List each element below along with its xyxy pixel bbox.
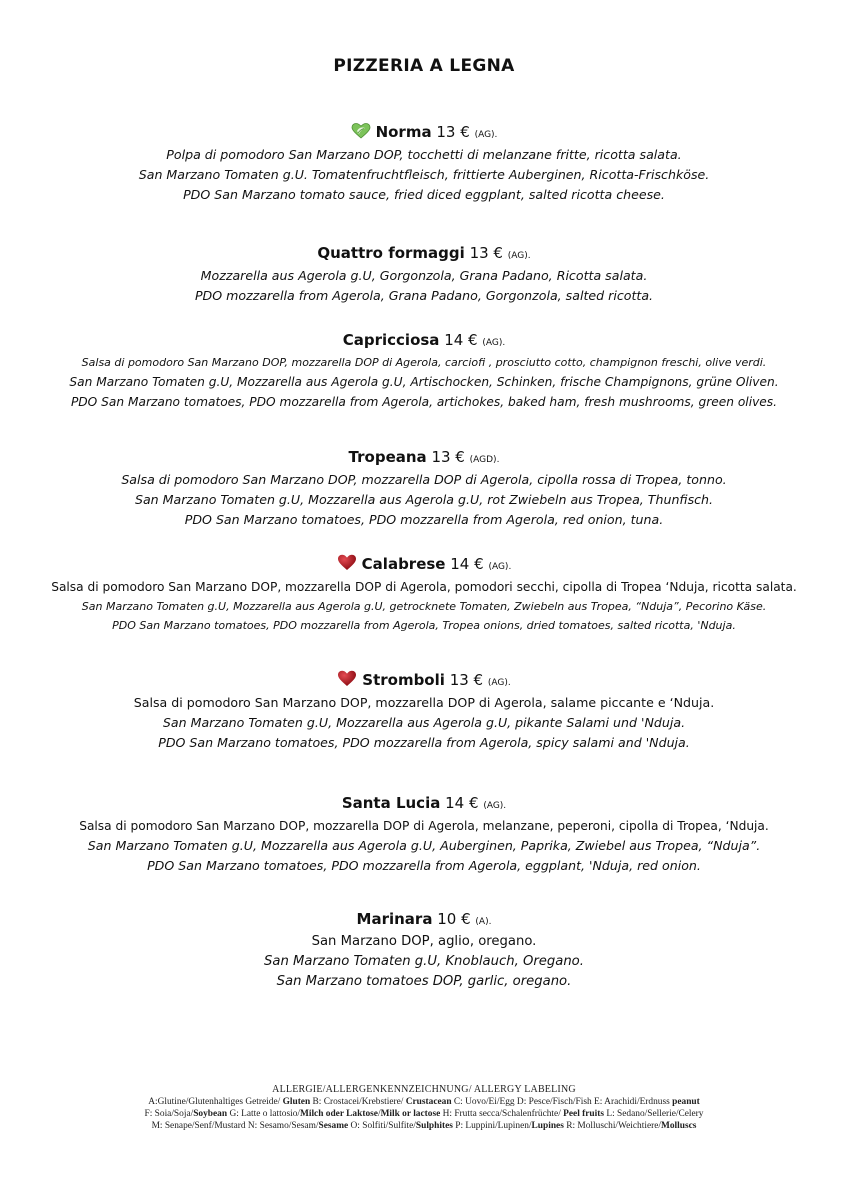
red-heart-icon bbox=[337, 554, 357, 576]
description-en: PDO San Marzano tomatoes, PDO mozzarella from Agerola, artichokes, baked ham, fresh mushrooms, green olives. bbox=[70, 395, 778, 409]
menu-item-tropeana bbox=[0, 447, 848, 530]
menu-item-calabrese bbox=[0, 554, 848, 635]
description-it: San Marzano DOP, aglio, oregano. bbox=[311, 934, 537, 949]
item-heading: Stromboli 13 € (AG). bbox=[0, 670, 848, 693]
green-leaf-heart-icon bbox=[351, 123, 371, 144]
description-en: PDO mozzarella from Agerola, Grana Padano, Gorgonzola, salted ricotta. bbox=[194, 288, 654, 303]
allergy-title: ALLERGIE/ALLERGENKENNZEICHNUNG/ ALLERGY LABELING bbox=[272, 1084, 576, 1095]
item-heading: Capricciosa 14 € (AG). bbox=[342, 331, 506, 349]
menu-item-marinara bbox=[0, 909, 848, 992]
allergy-line-1: A:Glutine/Glutenhaltiges Getreide/ Gluten B: Crostacei/Krebstiere/ Crustacean C: Uovo/Ei/Egg D: Pesce/Fisch/Fish E: Arachidi/Erdnuss peanut bbox=[148, 1097, 700, 1107]
menu-item-stromboli bbox=[0, 670, 848, 753]
item-heading: Calabrese 14 € (AG). bbox=[0, 554, 848, 577]
item-heading: Marinara 10 € (A). bbox=[356, 910, 492, 928]
description-it: Salsa di pomodoro San Marzano DOP, mozzarella DOP di Agerola, pomodori secchi, cipolla di Tropea ‘Nduja, ricotta salata. bbox=[51, 580, 797, 594]
description-de: San Marzano Tomaten g.U, Mozzarella aus Agerola g.U, Auberginen, Paprika, Zwiebel aus Tropea, “Nduja”. bbox=[87, 838, 761, 853]
allergy-legend bbox=[0, 1084, 848, 1132]
menu-item-santa-lucia bbox=[0, 793, 848, 876]
allergy-line-3: M: Senape/Senf/Mustard N: Sesamo/Sesam/Sesame O: Solfiti/Sulfite/Sulphites P: Luppini/Lupinen/Lupines R: Molluschi/Weichtiere/Molluscs bbox=[151, 1121, 697, 1131]
allergy-line-2: F: Soia/Soja/Soybean G: Latte o lattosio/Milch oder Laktose/Milk or lactose H: Frutta secca/Schalenfrüchte/ Peel fruits L: Sedano/Sellerie/Celery bbox=[144, 1109, 704, 1119]
item-heading: Quattro formaggi 13 € (AG). bbox=[317, 244, 531, 262]
menu-item-norma bbox=[0, 122, 848, 205]
description-de: San Marzano Tomaten g.U, Mozzarella aus Agerola g.U, rot Zwiebeln aus Tropea, Thunfisch. bbox=[134, 492, 714, 507]
description-en: PDO San Marzano tomatoes, PDO mozzarella from Agerola, red onion, tuna. bbox=[184, 512, 664, 527]
description-de: San Marzano Tomaten g.U. Tomatenfruchtfleisch, frittierte Auberginen, Ricotta-Frischköse. bbox=[138, 167, 710, 182]
description-de: San Marzano Tomaten g.U, Knoblauch, Oregano. bbox=[264, 954, 584, 969]
description-de: San Marzano Tomaten g.U, Mozzarella aus Agerola g.U, getrocknete Tomaten, Zwiebeln aus Tropea, “Nduja”, Pecorino Käse. bbox=[81, 600, 767, 613]
description-it: Salsa di pomodoro San Marzano DOP, mozzarella DOP di Agerola, cipolla rossa di Tropea, tonno. bbox=[121, 472, 727, 487]
item-heading: Tropeana 13 € (AGD). bbox=[348, 448, 500, 466]
description-en: PDO San Marzano tomatoes, PDO mozzarella from Agerola, eggplant, 'Nduja, red onion. bbox=[147, 858, 701, 873]
description-it: Salsa di pomodoro San Marzano DOP, mozzarella DOP di Agerola, carciofi , prosciutto cotto, champignon freschi, olive verdi. bbox=[81, 356, 767, 369]
menu-item-capricciosa bbox=[0, 330, 848, 412]
description-it: Polpa di pomodoro San Marzano DOP, tocchetti di melanzane fritte, ricotta salata. bbox=[166, 147, 682, 162]
description-en: San Marzano tomatoes DOP, garlic, oregano. bbox=[276, 974, 572, 989]
item-heading: Santa Lucia 14 € (AG). bbox=[341, 794, 507, 812]
description-it: Salsa di pomodoro San Marzano DOP, mozzarella DOP di Agerola, melanzane, peperoni, cipolla di Tropea, ‘Nduja. bbox=[79, 819, 769, 833]
item-heading: Norma 13 € (AG). bbox=[0, 122, 848, 145]
description-de: Mozzarella aus Agerola g.U, Gorgonzola, Grana Padano, Ricotta salata. bbox=[200, 268, 648, 283]
description-it: Salsa di pomodoro San Marzano DOP, mozzarella DOP di Agerola, salame piccante e ‘Nduja. bbox=[133, 695, 715, 710]
menu-title: PIZZERIA A LEGNA bbox=[333, 56, 515, 76]
description-en: PDO San Marzano tomatoes, PDO mozzarella from Agerola, spicy salami and 'Nduja. bbox=[158, 735, 690, 750]
red-heart-icon bbox=[337, 670, 357, 692]
description-en: PDO San Marzano tomatoes, PDO mozzarella from Agerola, Tropea onions, dried tomatoes, salted ricotta, 'Nduja. bbox=[112, 619, 736, 632]
description-de: San Marzano Tomaten g.U, Mozzarella aus Agerola g.U, Artischocken, Schinken, frische Champignons, grüne Oliven. bbox=[69, 375, 779, 389]
description-en: PDO San Marzano tomato sauce, fried diced eggplant, salted ricotta cheese. bbox=[183, 187, 665, 202]
menu-item-quattro-formaggi bbox=[0, 243, 848, 306]
description-de: San Marzano Tomaten g.U, Mozzarella aus Agerola g.U, pikante Salami und 'Nduja. bbox=[162, 715, 686, 730]
